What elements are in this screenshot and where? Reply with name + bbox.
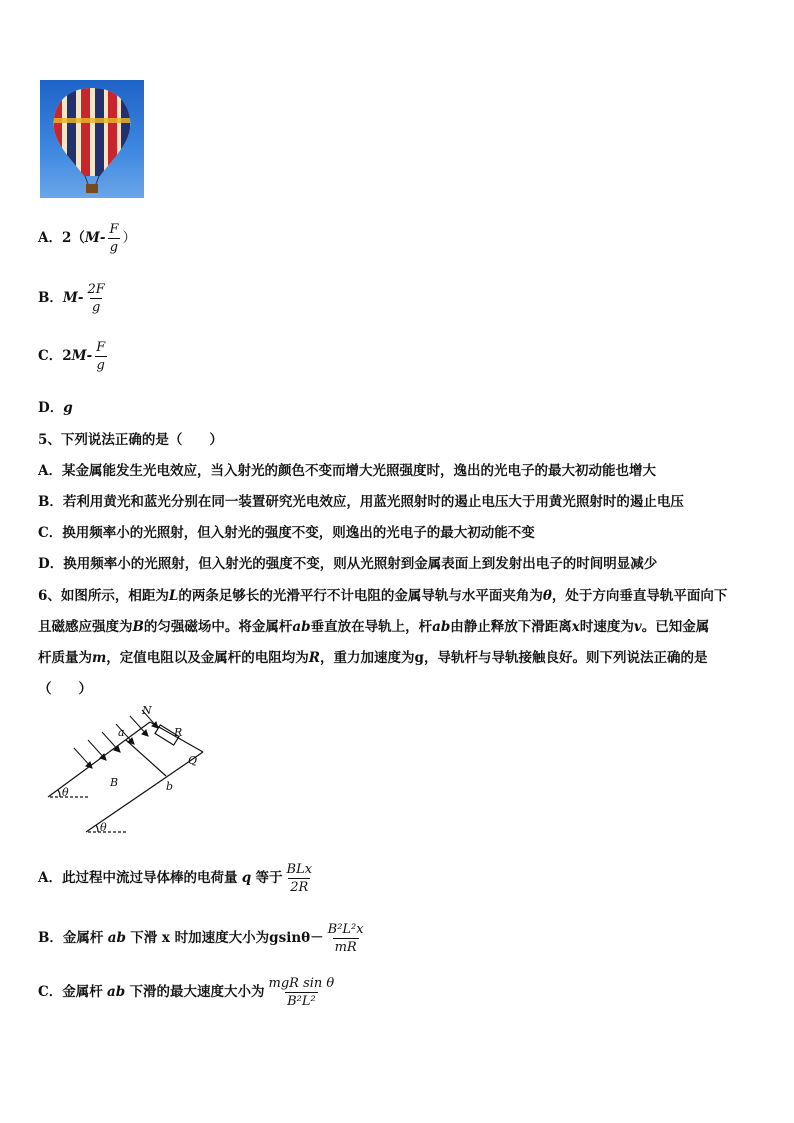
q6-option-b[interactable]: B．金属杆 ab 下滑 x 时加速度大小为gsinθ－ $\frac{\text{B²L²x}}{mR}$: [38, 922, 364, 955]
q5-option-d[interactable]: D．换用频率小的光照射，但入射光的强度不变，则从光照射到金属表面上到发射出电子的时间明显减少: [38, 556, 658, 572]
fraction: $\frac{2F}{g}$: [87, 282, 105, 315]
q6-option-a[interactable]: A．此过程中流过导体棒的电荷量 q 等于 $\frac{\text{BLx}}{2R}$: [38, 862, 313, 895]
fraction: $\frac{F}{g}$: [96, 340, 106, 373]
label-q: Q: [188, 754, 198, 767]
label-theta-2: θ: [100, 821, 107, 834]
inclined-rails-diagram: [38, 700, 248, 845]
fraction: $\frac{\text{B²L²x}}{mR}$: [327, 922, 364, 955]
label-theta-1: θ: [62, 786, 69, 799]
label-field-b: B: [110, 776, 119, 789]
q4-option-b[interactable]: B．M- $\frac{2F}{g}$: [38, 282, 105, 315]
q6-stem-line2: 且磁感应强度为B的匀强磁场中。将金属杆ab垂直放在导轨上，杆ab由静止释放下滑距离x时速度为v。已知金属: [38, 619, 710, 635]
q5-stem: 5、下列说法正确的是（ ）: [38, 432, 223, 448]
fraction: $\frac{F}{g}$: [109, 222, 119, 255]
q6-stem-line3: 杆质量为m，定值电阻以及金属杆的电阻均为R，重力加速度为g，导轨杆与导轨接触良好。则下列说法正确的是: [38, 650, 708, 666]
q5-option-a[interactable]: A．某金属能发生光电效应，当入射光的颜色不变而增大光照强度时，逸出的光电子的最大初动能也增大: [38, 463, 656, 479]
label-n: N: [142, 704, 152, 717]
q4-option-c[interactable]: C．2M- $\frac{F}{g}$: [38, 340, 106, 373]
q6-option-c[interactable]: C．金属杆 ab 下滑的最大速度大小为 $\frac{\text{mgR sin θ}}{\text{B²L²}}$: [38, 976, 335, 1009]
fraction: $\frac{\text{BLx}}{2R}$: [286, 862, 313, 895]
balloon-icon: [40, 80, 144, 198]
label-a: a: [118, 726, 125, 739]
label-b: b: [166, 780, 174, 793]
q5-option-c[interactable]: C．换用频率小的光照射，但入射光的强度不变，则逸出的光电子的最大初动能不变: [38, 525, 535, 541]
hot-air-balloon-image: [40, 80, 144, 198]
q5-option-b[interactable]: B．若利用黄光和蓝光分别在同一装置研究光电效应，用蓝光照射时的遏止电压大于用黄光照射时的遏止电压: [38, 494, 684, 510]
q6-stem-line4: （ ）: [38, 681, 92, 697]
q6-stem-line1: 6、如图所示，相距为L的两条足够长的光滑平行不计电阻的金属导轨与水平面夹角为θ，处于方向垂直导轨平面向下: [38, 588, 728, 604]
label-r: R: [174, 726, 183, 739]
fraction: $\frac{\text{mgR sin θ}}{\text{B²L²}}$: [268, 976, 335, 1009]
q4-option-d[interactable]: D．g: [38, 400, 73, 416]
q4-option-a[interactable]: A．2（M- $\frac{F}{g}$ ）: [38, 222, 136, 255]
magnetic-field-arrows: [74, 710, 158, 768]
